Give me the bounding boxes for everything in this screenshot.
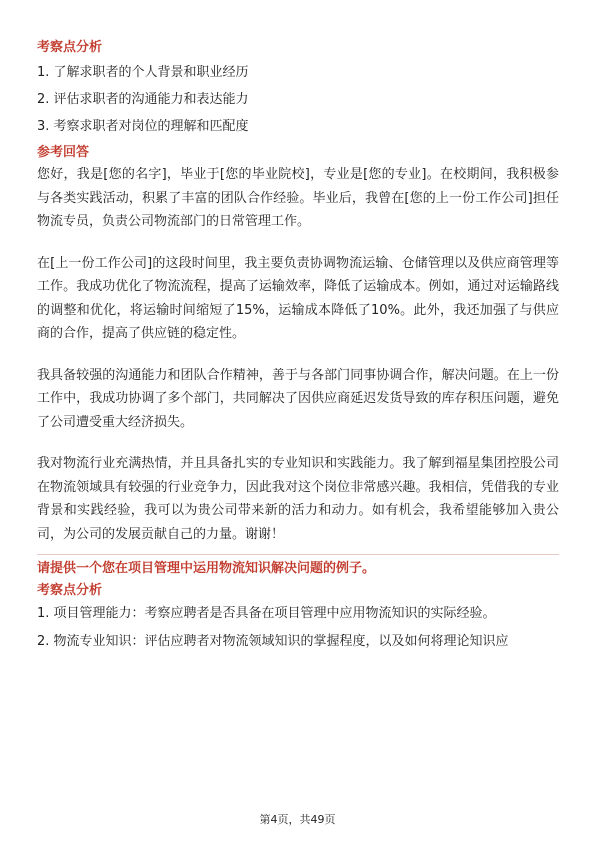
analysis-point: 3. 考察求职者对岗位的理解和匹配度 <box>37 119 249 134</box>
answer-paragraph: 我具备较强的沟通能力和团队合作精神，善于与各部门同事协调合作，解决问题。在上一份工作中，我成功协调了多个部门，共同解决了因供应商延迟发货导致的库存积压问题，避免了公司遭受重大经济损失。 <box>37 367 559 430</box>
page-number: 第4页，共49页 <box>259 813 336 826</box>
answer-heading: 参考回答 <box>37 145 90 160</box>
answer-paragraph: 在[上一份工作公司]的这段时间里，我主要负责协调物流运输、仓储管理以及供应商管理等工作。我成功优化了物流流程，提高了运输效率，降低了运输成本。例如，通过对运输路线的调整和优化，将运输时间缩短了15%，运输成本降低了10%。此外，我还加强了与供应商的合作，提高了供应链的稳定性。 <box>37 255 559 341</box>
analysis-point-list <box>37 63 559 137</box>
analysis-point-list <box>37 604 559 652</box>
answer-paragraph: 我对物流行业充满热情，并且具备扎实的专业知识和实践能力。我了解到福星集团控股公司在物流领域具有较强的行业竞争力，因此我对这个岗位非常感兴趣。我相信，凭借我的专业背景和实践经验，我可以为贵公司带来新的活力和动力。如有机会，我希望能够加入贵公司，为公司的发展贡献自己的力量。谢谢！ <box>37 456 559 542</box>
interview-question: 请提供一个您在项目管理中运用物流知识解决问题的例子。 <box>37 561 376 576</box>
answer-paragraph: 您好，我是[您的名字]，毕业于[您的毕业院校]，专业是[您的专业]。在校期间，我积极参与各类实践活动，积累了丰富的团队合作经验。毕业后，我曾在[您的上一份工作公司]担任物流专员，负责公司物流部门的日常管理工作。 <box>37 167 559 229</box>
section-divider <box>37 554 559 555</box>
analysis-point: 2. 物流专业知识：评估应聘者对物流领域知识的掌握程度，以及如何将理论知识应 <box>37 634 509 649</box>
analysis-heading: 考察点分析 <box>37 40 103 55</box>
analysis-point: 1. 了解求职者的个人背景和职业经历 <box>37 65 249 80</box>
analysis-point: 1. 项目管理能力：考察应聘者是否具备在项目管理中应用物流知识的实际经验。 <box>37 606 496 621</box>
document-page <box>37 38 559 652</box>
analysis-heading: 考察点分析 <box>37 583 103 598</box>
analysis-point: 2. 评估求职者的沟通能力和表达能力 <box>37 92 249 107</box>
answer-body <box>37 163 559 546</box>
